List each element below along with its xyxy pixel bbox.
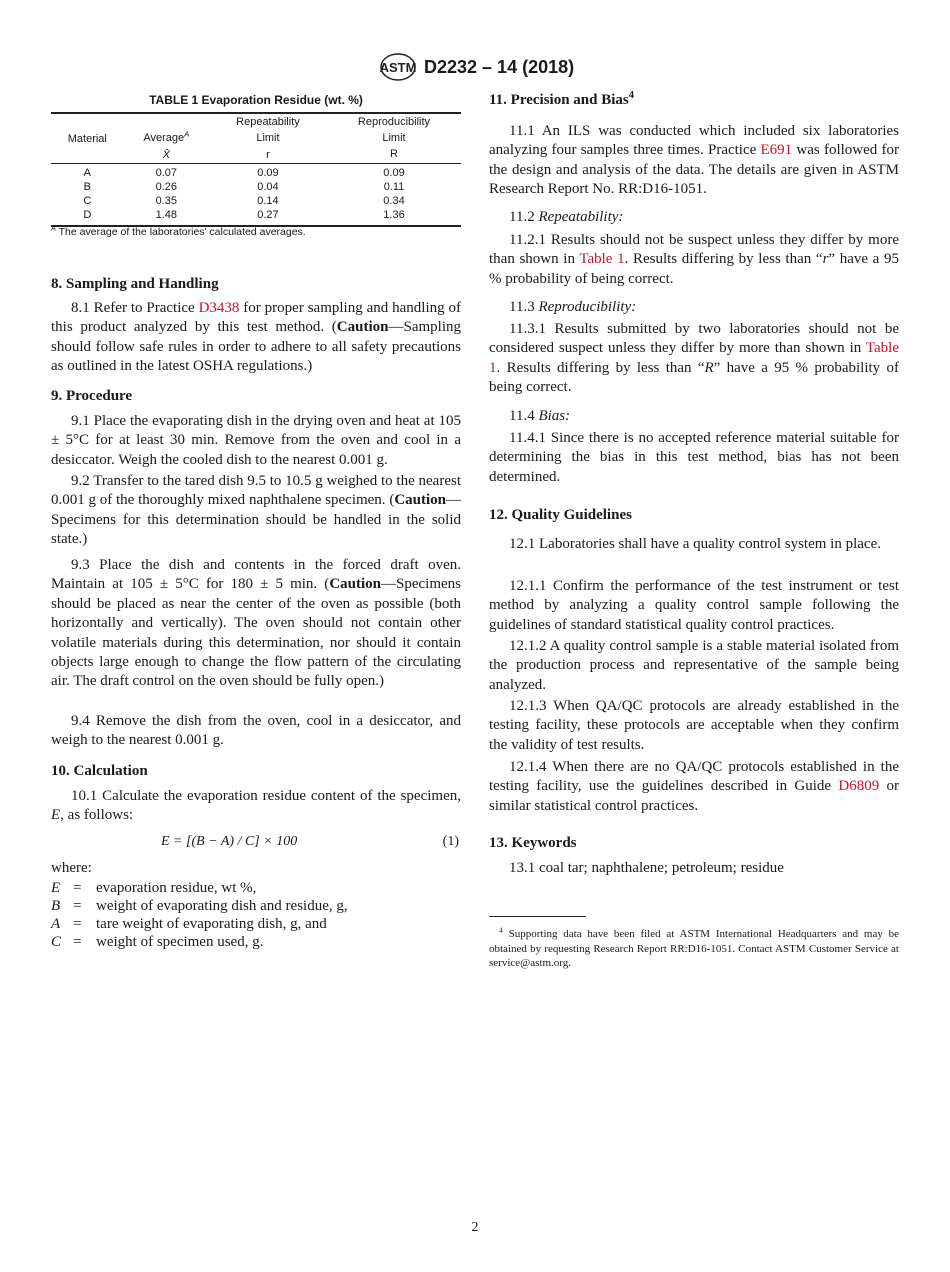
- section-9-heading: 9. Procedure: [51, 388, 133, 404]
- page-number: 2: [471, 1220, 479, 1235]
- cell-r: 0.04: [257, 181, 279, 194]
- variable: E: [51, 880, 61, 896]
- paragraph-12-1: 12.1 Laboratories shall have a quality control system in place.: [509, 536, 881, 552]
- definition-row: [51, 879, 348, 897]
- col-header-repeat-limit: Limit: [256, 131, 280, 144]
- section-12-heading: 12. Quality Guidelines: [489, 507, 632, 523]
- cell-material: A: [83, 167, 91, 180]
- col-header-average-symbol: X̄: [162, 148, 170, 161]
- text: 8.1 Refer to Practice: [71, 300, 199, 316]
- text: —Specimens for this determination should be handled in the solid state.): [51, 492, 461, 548]
- cell-average: 0.35: [155, 194, 177, 207]
- table-footnote: [51, 223, 306, 238]
- text: . Results differing by less than “: [496, 359, 705, 376]
- paragraph-11-4: [489, 407, 899, 426]
- cell-material: C: [83, 194, 92, 207]
- text: ” have a 95 % probability of being correct.: [489, 359, 899, 396]
- footnote-divider: [489, 916, 586, 917]
- col-header-reprod-limit: Limit: [382, 131, 406, 144]
- footnote-4: [489, 927, 899, 971]
- link-table-1[interactable]: Table 1: [579, 251, 625, 268]
- variable-definitions: [51, 879, 348, 951]
- link-d3438[interactable]: D3438: [198, 300, 240, 316]
- link-d6809[interactable]: D6809: [838, 778, 880, 795]
- definition: weight of specimen used, g.: [96, 934, 264, 950]
- paragraph-13-1: 13.1 coal tar; naphthalene; petroleum; residue: [509, 860, 784, 876]
- link-table-1[interactable]: Table 1: [489, 340, 899, 376]
- section-11-heading: [489, 91, 899, 110]
- paragraph-11-2: [489, 208, 899, 227]
- text: 9.2 Transfer to the tared dish 9.5 to 10.5 g weighed to the nearest 0.001 g of the thoroughly mixed naphthalene specimen. (: [51, 473, 461, 509]
- text: 11.4: [509, 408, 539, 424]
- variable: R: [704, 359, 714, 376]
- equals: =: [73, 880, 82, 896]
- footnote-mark: A: [51, 223, 56, 233]
- text: , as follows:: [60, 807, 134, 824]
- paragraph-12-1-1: 12.1.1 Confirm the performance of the test instrument or test method by analyzing a quality control sample following the guidelines of standard statistical quality control practices.: [489, 578, 899, 633]
- col-header-repeat: Repeatability: [209, 113, 327, 130]
- astm-logo-icon: [378, 52, 418, 82]
- footnote-text: The average of the laboratories’ calculated averages.: [55, 226, 306, 238]
- caution-label: Caution: [329, 576, 381, 593]
- text: —Sampling should follow safe rules in order to adhere to all safety precautions as outlined in the latest OSHA regulations.): [51, 319, 461, 375]
- text: 11.2.1 Results should not be suspect unless they differ by more than shown in: [489, 232, 899, 268]
- definition-row: [51, 933, 348, 951]
- subheading: Repeatability:: [538, 209, 624, 225]
- col-header-average: [124, 113, 209, 130]
- text: was followed for the design and analysis of the data. The details are given in ASTM Research Report No. RR:D16-1051.: [489, 142, 900, 198]
- definition: tare weight of evaporating dish, g, and: [96, 916, 327, 932]
- cell-R: 0.11: [383, 181, 405, 194]
- paragraph-11-3: [489, 298, 899, 317]
- cell-average: 0.07: [155, 167, 177, 180]
- footnote-text: Supporting data have been filed at ASTM International Headquarters and may be obtained by requesting Research Report RR:D16-1051. Contact ASTM Customer Service at service@astm.org.: [489, 928, 899, 970]
- text: ” have a 95 % probability of being correct.: [489, 251, 899, 287]
- col-header-repeat-symbol: r: [266, 148, 270, 161]
- equation-body: E = [(B − A) / C] × 100: [161, 834, 298, 849]
- text: 11.3: [509, 299, 539, 315]
- col-header-reprod: Reproducibility: [327, 113, 461, 130]
- paragraph-11-2-1: [489, 231, 899, 289]
- equals: =: [73, 934, 82, 950]
- cell-R: 0.34: [383, 194, 405, 207]
- cell-r: 0.27: [209, 209, 327, 226]
- paragraph-9-4: 9.4 Remove the dish from the oven, cool in a desiccator, and weigh to the nearest 0.001 g.: [51, 713, 461, 749]
- cell-r: 0.09: [257, 167, 279, 180]
- footnote-mark: 4: [499, 925, 503, 935]
- average-label: Average: [143, 131, 185, 144]
- col-header-average-label: [124, 130, 209, 146]
- where-label: where:: [51, 860, 92, 876]
- variable: C: [51, 934, 62, 950]
- text: or similar statistical control practices.: [489, 778, 900, 814]
- text: . Results differing by less than “: [624, 251, 823, 268]
- cell-material: B: [83, 181, 91, 194]
- designation: D2232 – 14 (2018): [424, 56, 575, 77]
- text: —Specimens should be placed as near the center of the oven as possible (both horizontally and vertically). The oven should not contain other volatile materials during this determination, nor should it contain objects large enough to change the flow pattern of the circulating air. The draft control on the oven should be fully open.): [51, 576, 461, 690]
- subheading: Reproducibility:: [538, 299, 637, 315]
- cell-average: 1.48: [124, 209, 209, 226]
- text: 11.3.1 Results submitted by two laboratories should not be considered suspect unless they differ by more than shown in: [489, 321, 899, 357]
- cell-R: 0.09: [383, 167, 405, 180]
- cell-material: D: [51, 209, 124, 226]
- text: 11.2: [509, 209, 539, 225]
- definition-row: [51, 915, 348, 933]
- equation-number: (1): [442, 834, 459, 849]
- variable: B: [51, 898, 61, 914]
- paragraph-9-3: [51, 556, 461, 692]
- average-footnote-mark: A: [184, 129, 190, 139]
- caution-label: Caution: [394, 492, 446, 509]
- paragraph-9-2: [51, 472, 461, 550]
- link-e691[interactable]: E691: [760, 142, 793, 159]
- cell-average: 0.26: [155, 181, 177, 194]
- variable: A: [51, 916, 61, 932]
- text: 9.3 Place the dish and contents in the forced draft oven. Maintain at 105 ± 5°C for 180 ± 5 min. (: [51, 557, 461, 593]
- variable: r: [822, 251, 829, 268]
- page-header: [378, 52, 574, 82]
- paragraph-8-1: [51, 299, 461, 377]
- col-header-material: Material: [51, 113, 124, 164]
- definition-row: [51, 897, 348, 915]
- cell-R: 1.36: [327, 209, 461, 226]
- paragraph-11-3-1: [489, 320, 899, 398]
- table-row: [51, 209, 461, 226]
- paragraph-12-1-4: [489, 758, 899, 816]
- evaporation-residue-table: [51, 112, 461, 227]
- heading-text: 11. Precision and Bias: [489, 92, 629, 108]
- section-8-heading: 8. Sampling and Handling: [51, 276, 219, 292]
- subheading: Bias:: [538, 408, 571, 424]
- table-row: [51, 181, 461, 195]
- paragraph-9-1: 9.1 Place the evaporating dish in the drying oven and heat at 105 ± 5°C for at least 30 min. Remove from the oven and cool in a desiccator. Weigh the cooled dish to the nearest 0.001 g.: [51, 413, 461, 468]
- paragraph-12-1-3: 12.1.3 When QA/QC protocols are already established in the testing facility, these protocols are acceptable when they confirm the validity of test results.: [489, 698, 899, 753]
- text: for proper sampling and handling of this product analyzed by this test method. (: [51, 300, 462, 336]
- text: 10.1 Calculate the evaporation residue content of the specimen,: [71, 788, 461, 804]
- table-title: TABLE 1 Evaporation Residue (wt. %): [149, 93, 363, 107]
- footnote-mark: 4: [628, 90, 634, 101]
- equals: =: [73, 898, 82, 914]
- text: 12.1.4 When there are no QA/QC protocols established in the testing facility, use the guidelines described in Guide: [489, 759, 899, 795]
- table-row: [51, 195, 461, 209]
- definition: weight of evaporating dish and residue, g,: [96, 898, 348, 914]
- table-row: [51, 164, 461, 181]
- definition: evaporation residue, wt %,: [96, 880, 257, 896]
- caution-label: Caution: [336, 319, 389, 336]
- svg-text:ASTM: ASTM: [379, 60, 417, 75]
- paragraph-11-1: [489, 122, 899, 200]
- cell-r: 0.14: [257, 194, 279, 207]
- variable: E: [51, 807, 61, 824]
- paragraph-10-1: [51, 787, 461, 826]
- section-13-heading: 13. Keywords: [489, 835, 577, 851]
- paragraph-12-1-2: 12.1.2 A quality control sample is a stable material isolated from the production process and representative of the sample being analyzed.: [489, 638, 899, 693]
- section-10-heading: 10. Calculation: [51, 763, 148, 779]
- equals: =: [73, 916, 82, 932]
- paragraph-11-4-1: 11.4.1 Since there is no accepted reference material suitable for determining the bias in this test method, bias has not been determined.: [489, 430, 899, 485]
- text: 11.1 An ILS was conducted which included six laboratories analyzing four samples three times. Practice: [489, 123, 899, 159]
- col-header-reprod-symbol: R: [390, 147, 398, 160]
